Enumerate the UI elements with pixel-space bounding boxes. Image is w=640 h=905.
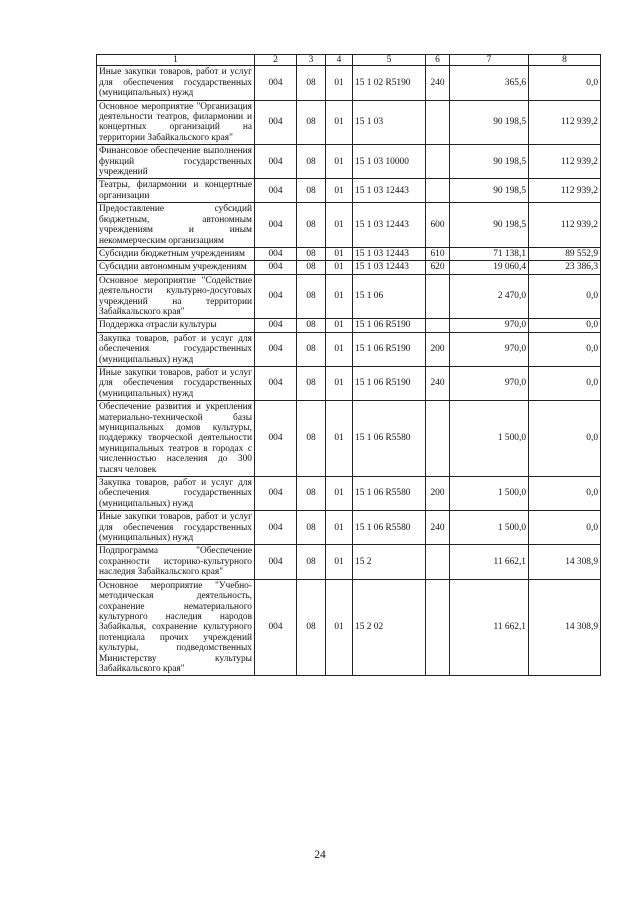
row-target-article-cell: 15 1 03 10000 [353,145,426,179]
row-expense-type-cell [426,401,450,477]
row-amount-year2-cell: 0,0 [529,511,601,545]
row-target-article-cell: 15 1 02 R5190 [353,66,426,100]
row-code-cell: 004 [255,247,297,260]
row-expense-type-cell [426,579,450,676]
row-amount-year1-cell: 19 060,4 [450,261,529,274]
row-target-article-cell: 15 1 06 R5580 [353,511,426,545]
row-expense-type-cell: 240 [426,66,450,100]
row-amount-year1-cell: 90 198,5 [450,179,529,203]
row-target-article-cell: 15 1 06 R5580 [353,477,426,511]
row-code-cell: 004 [255,366,297,400]
row-code-cell: 004 [255,66,297,100]
row-section-cell: 08 [297,179,326,203]
row-target-article-cell: 15 2 02 [353,579,426,676]
row-code-cell: 004 [255,145,297,179]
table-row [97,179,601,203]
row-subsection-cell: 01 [326,332,353,366]
row-section-cell: 08 [297,261,326,274]
header-cell: 6 [426,55,450,66]
row-target-article-cell: 15 2 [353,545,426,579]
table-row [97,274,601,319]
table-row [97,401,601,477]
row-subsection-cell: 01 [326,511,353,545]
row-section-cell: 08 [297,203,326,248]
row-amount-year2-cell: 0,0 [529,274,601,319]
table-row [97,511,601,545]
table-row [97,579,601,676]
row-code-cell: 004 [255,319,297,332]
row-expense-type-cell: 240 [426,366,450,400]
row-target-article-cell: 15 1 03 12443 [353,203,426,248]
table-row [97,203,601,248]
row-subsection-cell: 01 [326,261,353,274]
row-expense-type-cell [426,319,450,332]
row-name-cell: Основное мероприятие "Организация деятельности театров, филармонии и концертных организаций на территории Забайкальского края" [97,100,255,145]
table-row [97,545,601,579]
row-name-cell: Основное мероприятие "Учебно-методическая деятельность, сохранение нематериального культурного наследия народов Забайкалья, сохранение культурного потенциала прочих учреждений культуры, подведомственных Министерству культуры Забайкальского края" [97,579,255,676]
row-name-cell: Субсидии бюджетным учреждениям [97,247,255,260]
row-expense-type-cell [426,145,450,179]
row-subsection-cell: 01 [326,401,353,477]
row-name-cell: Обеспечение развития и укрепления материально-технической базы муниципальных домов культуры, поддержку творческой деятельности муниципальных театров в городах с численностью населения до 300 тысяч человек [97,401,255,477]
row-amount-year2-cell: 14 308,9 [529,545,601,579]
row-code-cell: 004 [255,545,297,579]
row-amount-year2-cell: 0,0 [529,366,601,400]
row-subsection-cell: 01 [326,203,353,248]
row-expense-type-cell: 240 [426,511,450,545]
row-target-article-cell: 15 1 06 [353,274,426,319]
row-target-article-cell: 15 1 06 R5190 [353,319,426,332]
row-amount-year1-cell: 1 500,0 [450,477,529,511]
row-target-article-cell: 15 1 06 R5190 [353,366,426,400]
row-code-cell: 004 [255,401,297,477]
row-section-cell: 08 [297,332,326,366]
row-expense-type-cell: 200 [426,477,450,511]
table-row [97,332,601,366]
row-expense-type-cell: 610 [426,247,450,260]
row-amount-year1-cell: 11 662,1 [450,579,529,676]
table-row [97,319,601,332]
row-expense-type-cell [426,545,450,579]
row-amount-year2-cell: 0,0 [529,477,601,511]
row-subsection-cell: 01 [326,247,353,260]
header-cell: 8 [529,55,601,66]
header-cell: 7 [450,55,529,66]
header-cell: 2 [255,55,297,66]
row-amount-year2-cell: 112 939,2 [529,203,601,248]
row-amount-year1-cell: 1 500,0 [450,511,529,545]
row-target-article-cell: 15 1 03 12443 [353,247,426,260]
row-expense-type-cell: 620 [426,261,450,274]
row-section-cell: 08 [297,66,326,100]
row-name-cell: Закупка товаров, работ и услуг для обеспечения государственных (муниципальных) нужд [97,332,255,366]
row-target-article-cell: 15 1 06 R5580 [353,401,426,477]
row-name-cell: Предоставление субсидий бюджетным, автономным учреждениям и иным некоммерческим организациям [97,203,255,248]
row-section-cell: 08 [297,319,326,332]
row-amount-year1-cell: 90 198,5 [450,145,529,179]
row-subsection-cell: 01 [326,366,353,400]
row-amount-year2-cell: 89 552,9 [529,247,601,260]
header-cell: 5 [353,55,426,66]
row-section-cell: 08 [297,401,326,477]
row-name-cell: Поддержка отрасли культуры [97,319,255,332]
row-name-cell: Иные закупки товаров, работ и услуг для обеспечения государственных (муниципальных) нужд [97,511,255,545]
budget-table [96,54,601,676]
row-code-cell: 004 [255,477,297,511]
row-name-cell: Иные закупки товаров, работ и услуг для обеспечения государственных (муниципальных) нужд [97,66,255,100]
table-row [97,477,601,511]
row-subsection-cell: 01 [326,545,353,579]
row-amount-year1-cell: 11 662,1 [450,545,529,579]
row-name-cell: Театры, филармонии и концертные организации [97,179,255,203]
row-amount-year2-cell: 23 386,3 [529,261,601,274]
row-amount-year2-cell: 112 939,2 [529,179,601,203]
row-subsection-cell: 01 [326,579,353,676]
row-expense-type-cell: 600 [426,203,450,248]
row-section-cell: 08 [297,247,326,260]
row-section-cell: 08 [297,366,326,400]
row-subsection-cell: 01 [326,274,353,319]
row-name-cell: Основное мероприятие "Содействие деятельности культурно-досуговых учреждений на территории Забайкальского края" [97,274,255,319]
row-target-article-cell: 15 1 03 12443 [353,179,426,203]
row-code-cell: 004 [255,332,297,366]
table-row [97,261,601,274]
row-amount-year2-cell: 112 939,2 [529,100,601,145]
row-amount-year1-cell: 365,6 [450,66,529,100]
table-row [97,66,601,100]
row-section-cell: 08 [297,579,326,676]
row-name-cell: Иные закупки товаров, работ и услуг для обеспечения государственных (муниципальных) нужд [97,366,255,400]
row-amount-year2-cell: 112 939,2 [529,145,601,179]
row-amount-year2-cell: 14 308,9 [529,579,601,676]
row-code-cell: 004 [255,274,297,319]
row-target-article-cell: 15 1 03 12443 [353,261,426,274]
row-section-cell: 08 [297,274,326,319]
row-expense-type-cell [426,179,450,203]
row-amount-year1-cell: 970,0 [450,366,529,400]
row-code-cell: 004 [255,203,297,248]
row-amount-year1-cell: 1 500,0 [450,401,529,477]
row-name-cell: Финансовое обеспечение выполнения функций государственных учреждений [97,145,255,179]
table-row [97,247,601,260]
row-code-cell: 004 [255,261,297,274]
row-amount-year1-cell: 2 470,0 [450,274,529,319]
row-expense-type-cell [426,274,450,319]
row-amount-year2-cell: 0,0 [529,401,601,477]
row-amount-year2-cell: 0,0 [529,332,601,366]
row-code-cell: 004 [255,100,297,145]
row-amount-year1-cell: 970,0 [450,332,529,366]
table-row [97,100,601,145]
row-code-cell: 004 [255,179,297,203]
row-section-cell: 08 [297,511,326,545]
row-amount-year2-cell: 0,0 [529,66,601,100]
table-row [97,366,601,400]
row-subsection-cell: 01 [326,477,353,511]
header-row [97,55,601,66]
row-amount-year1-cell: 90 198,5 [450,203,529,248]
header-cell: 1 [97,55,255,66]
row-subsection-cell: 01 [326,179,353,203]
table-row [97,145,601,179]
row-section-cell: 08 [297,145,326,179]
row-amount-year1-cell: 970,0 [450,319,529,332]
row-name-cell: Подпрограмма "Обеспечение сохранности историко-культурного наследия Забайкальского края" [97,545,255,579]
row-amount-year1-cell: 90 198,5 [450,100,529,145]
row-section-cell: 08 [297,545,326,579]
row-target-article-cell: 15 1 03 [353,100,426,145]
table-body [97,66,601,676]
row-amount-year2-cell: 0,0 [529,319,601,332]
row-subsection-cell: 01 [326,100,353,145]
header-cell: 4 [326,55,353,66]
row-target-article-cell: 15 1 06 R5190 [353,332,426,366]
row-expense-type-cell: 200 [426,332,450,366]
row-amount-year1-cell: 71 138,1 [450,247,529,260]
row-code-cell: 004 [255,511,297,545]
row-subsection-cell: 01 [326,66,353,100]
row-section-cell: 08 [297,100,326,145]
row-name-cell: Субсидии автономным учреждениям [97,261,255,274]
row-name-cell: Закупка товаров, работ и услуг для обеспечения государственных (муниципальных) нужд [97,477,255,511]
page-number: 24 [314,849,326,861]
row-expense-type-cell [426,100,450,145]
row-subsection-cell: 01 [326,319,353,332]
row-code-cell: 004 [255,579,297,676]
header-cell: 3 [297,55,326,66]
row-section-cell: 08 [297,477,326,511]
row-subsection-cell: 01 [326,145,353,179]
